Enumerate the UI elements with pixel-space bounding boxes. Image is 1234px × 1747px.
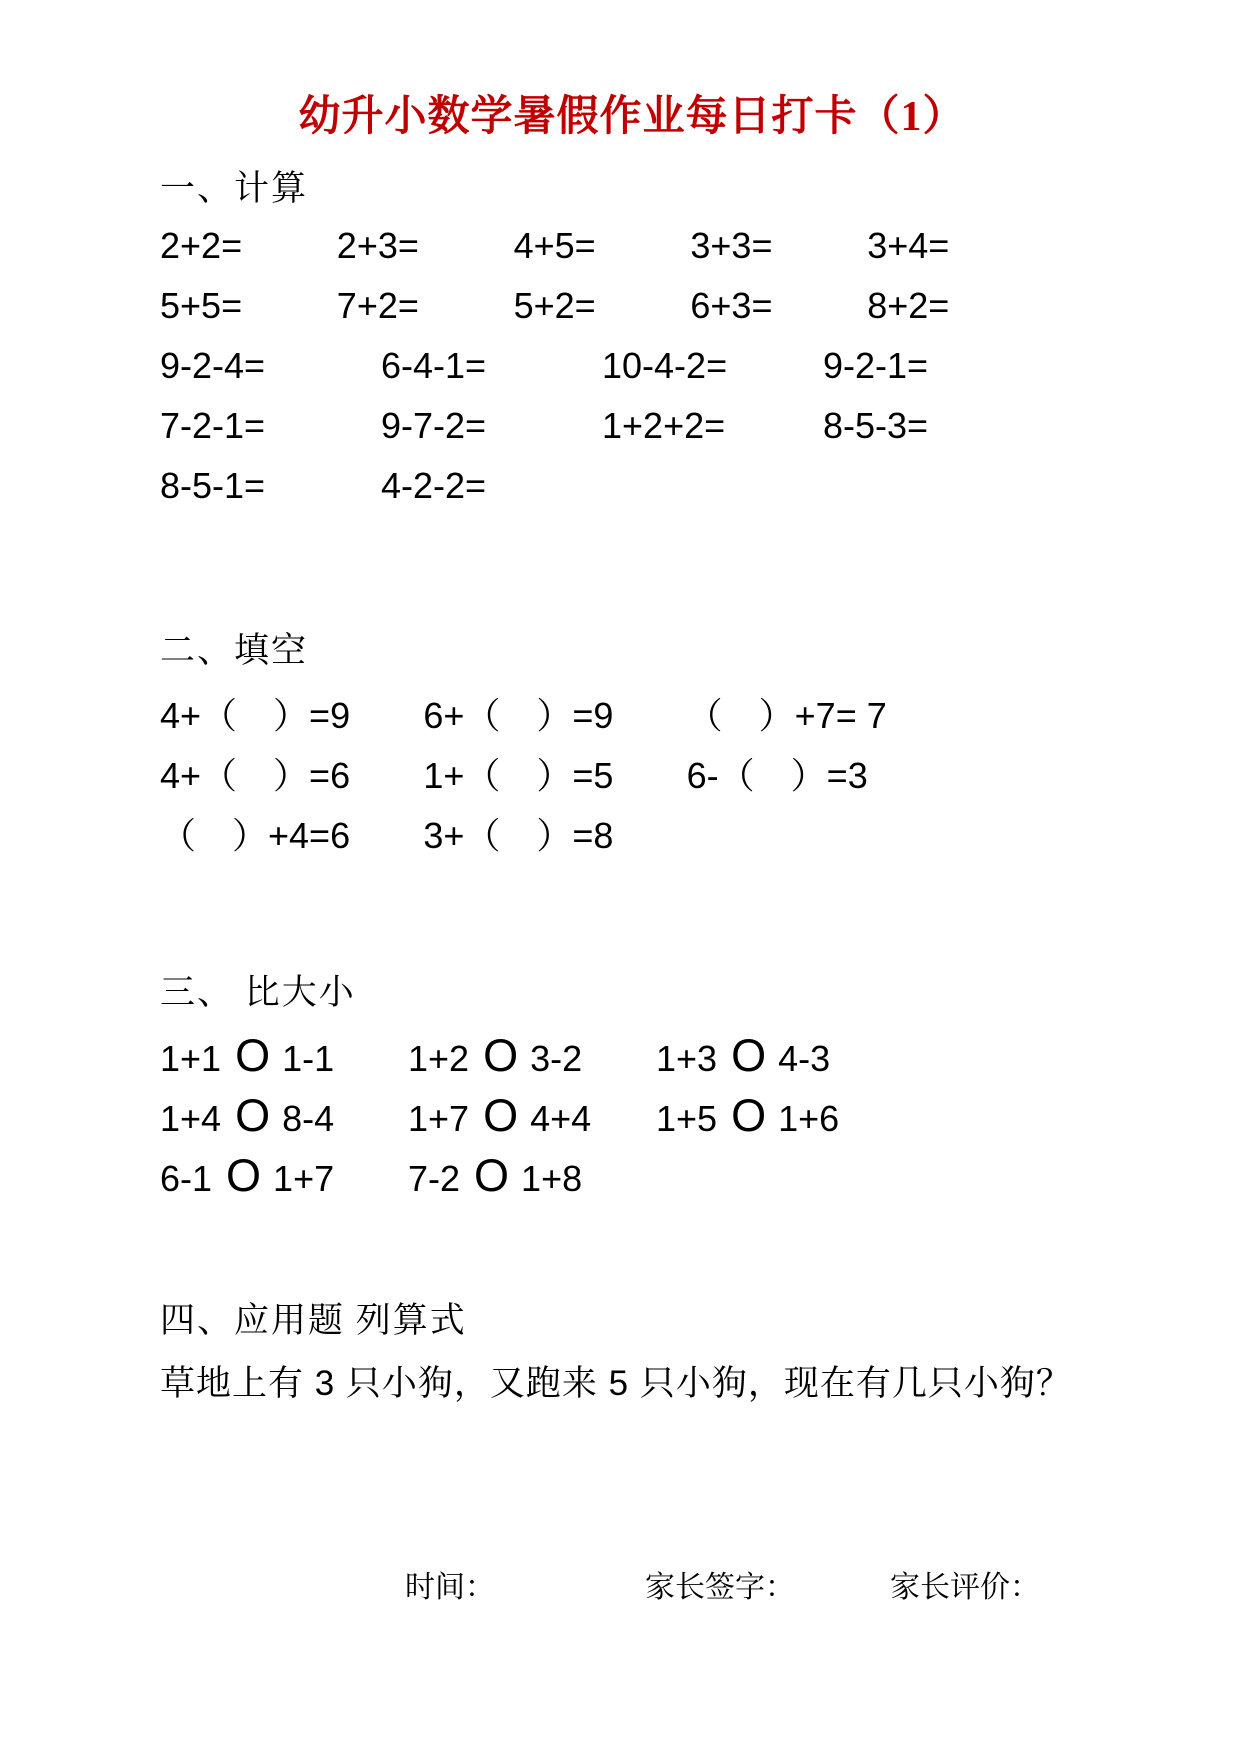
problem-expression: 8-5-3= xyxy=(823,405,929,446)
compare-left-expression: 1+4 xyxy=(160,1098,222,1139)
problem-row xyxy=(160,1086,904,1146)
problem-expression: 6-4-1= xyxy=(381,345,487,386)
compare-right-expression: 1+8 xyxy=(521,1158,583,1199)
problem-expression: 10-4-2= xyxy=(602,345,728,386)
problem-expression: 8+2= xyxy=(867,285,950,326)
problem-expression: 6+3= xyxy=(690,285,773,326)
compare-circle: O xyxy=(731,1030,767,1081)
problem-expression: 3+（ ）=8 xyxy=(423,815,614,856)
compare-right-expression: 1+6 xyxy=(778,1098,840,1139)
problem-row xyxy=(160,456,1044,516)
compare-right-expression: 4-3 xyxy=(778,1038,831,1079)
problem-expression: 4+5= xyxy=(513,225,596,266)
page-title: 幼升小数学暑假作业每日打卡（1） xyxy=(298,94,966,140)
problem-expression: 7-2-1= xyxy=(160,405,266,446)
word-problem-text: 草地上有 3 只小狗，又跑来 5 只小狗，现在有几只小狗？ xyxy=(160,1364,1072,1403)
compare-circle: O xyxy=(483,1030,519,1081)
problem-expression: 4-2-2= xyxy=(381,465,487,506)
section-fill-rows xyxy=(160,686,950,866)
compare-left-expression: 1+2 xyxy=(408,1038,470,1079)
problem-row xyxy=(160,686,950,746)
compare-problem xyxy=(656,1086,904,1149)
section-compare xyxy=(160,970,1124,1206)
problem-expression: 6+（ ）=9 xyxy=(423,695,614,736)
section-fill-heading: 二、填空 xyxy=(160,631,309,670)
problem-row xyxy=(160,806,950,866)
section-calc xyxy=(160,166,1124,516)
parent-review-label: 家长评价： xyxy=(890,1571,1040,1604)
problem-row xyxy=(160,1026,904,1086)
problem-expression: （ ）+4=6 xyxy=(160,815,351,856)
compare-problem xyxy=(160,1146,408,1209)
parent-signature-label: 家长签字： xyxy=(645,1571,795,1604)
problem-expression: 1+2+2= xyxy=(602,405,726,446)
problem-expression: 5+5= xyxy=(160,285,243,326)
compare-right-expression: 1+7 xyxy=(273,1158,335,1199)
compare-problem xyxy=(656,1026,904,1089)
problem-expression: 1+（ ）=5 xyxy=(423,755,614,796)
problem-expression: 4+（ ）=9 xyxy=(160,695,351,736)
problem-expression: 9-2-1= xyxy=(823,345,929,386)
section-calc-rows xyxy=(160,216,1044,516)
time-label: 时间： xyxy=(405,1571,495,1604)
problem-expression: （ ）+7= 7 xyxy=(686,695,887,736)
compare-problem xyxy=(408,1146,656,1209)
compare-left-expression: 1+3 xyxy=(656,1038,718,1079)
problem-expression: 8-5-1= xyxy=(160,465,266,506)
problem-row xyxy=(160,1146,904,1206)
problem-expression: 4+（ ）=6 xyxy=(160,755,351,796)
compare-circle: O xyxy=(474,1150,510,1201)
compare-circle: O xyxy=(226,1150,262,1201)
compare-left-expression: 1+7 xyxy=(408,1098,470,1139)
problem-expression: 2+2= xyxy=(160,225,243,266)
footer xyxy=(160,1568,1124,1608)
problem-row xyxy=(160,396,1044,456)
compare-problem xyxy=(160,1026,408,1089)
section-word-heading: 四、应用题 列算式 xyxy=(160,1301,467,1340)
problem-expression: 3+4= xyxy=(867,225,950,266)
problem-row xyxy=(160,276,1044,336)
problem-row xyxy=(160,336,1044,396)
problem-expression: 9-7-2= xyxy=(381,405,487,446)
compare-right-expression: 4+4 xyxy=(530,1098,592,1139)
compare-left-expression: 1+5 xyxy=(656,1098,718,1139)
compare-circle: O xyxy=(483,1090,519,1141)
compare-right-expression: 1-1 xyxy=(282,1038,335,1079)
problem-expression: 7+2= xyxy=(336,285,419,326)
compare-problem xyxy=(408,1026,656,1089)
section-calc-heading: 一、计算 xyxy=(160,169,309,208)
compare-left-expression: 7-2 xyxy=(408,1158,461,1199)
problem-row xyxy=(160,216,1044,276)
compare-circle: O xyxy=(235,1090,271,1141)
section-word-problem xyxy=(160,1298,1124,1410)
problem-expression: 3+3= xyxy=(690,225,773,266)
compare-problem xyxy=(160,1086,408,1149)
compare-left-expression: 6-1 xyxy=(160,1158,213,1199)
compare-circle: O xyxy=(235,1030,271,1081)
section-fill xyxy=(160,628,1124,866)
problem-row xyxy=(160,746,950,806)
compare-left-expression: 1+1 xyxy=(160,1038,222,1079)
problem-expression: 6-（ ）=3 xyxy=(686,755,868,796)
compare-right-expression: 3-2 xyxy=(530,1038,583,1079)
section-compare-heading: 三、 比大小 xyxy=(160,973,356,1012)
problem-expression: 5+2= xyxy=(513,285,596,326)
compare-problem xyxy=(408,1086,656,1149)
compare-right-expression: 8-4 xyxy=(282,1098,335,1139)
problem-expression: 2+3= xyxy=(336,225,419,266)
problem-expression: 9-2-4= xyxy=(160,345,266,386)
section-compare-rows xyxy=(160,1026,904,1206)
compare-circle: O xyxy=(731,1090,767,1141)
